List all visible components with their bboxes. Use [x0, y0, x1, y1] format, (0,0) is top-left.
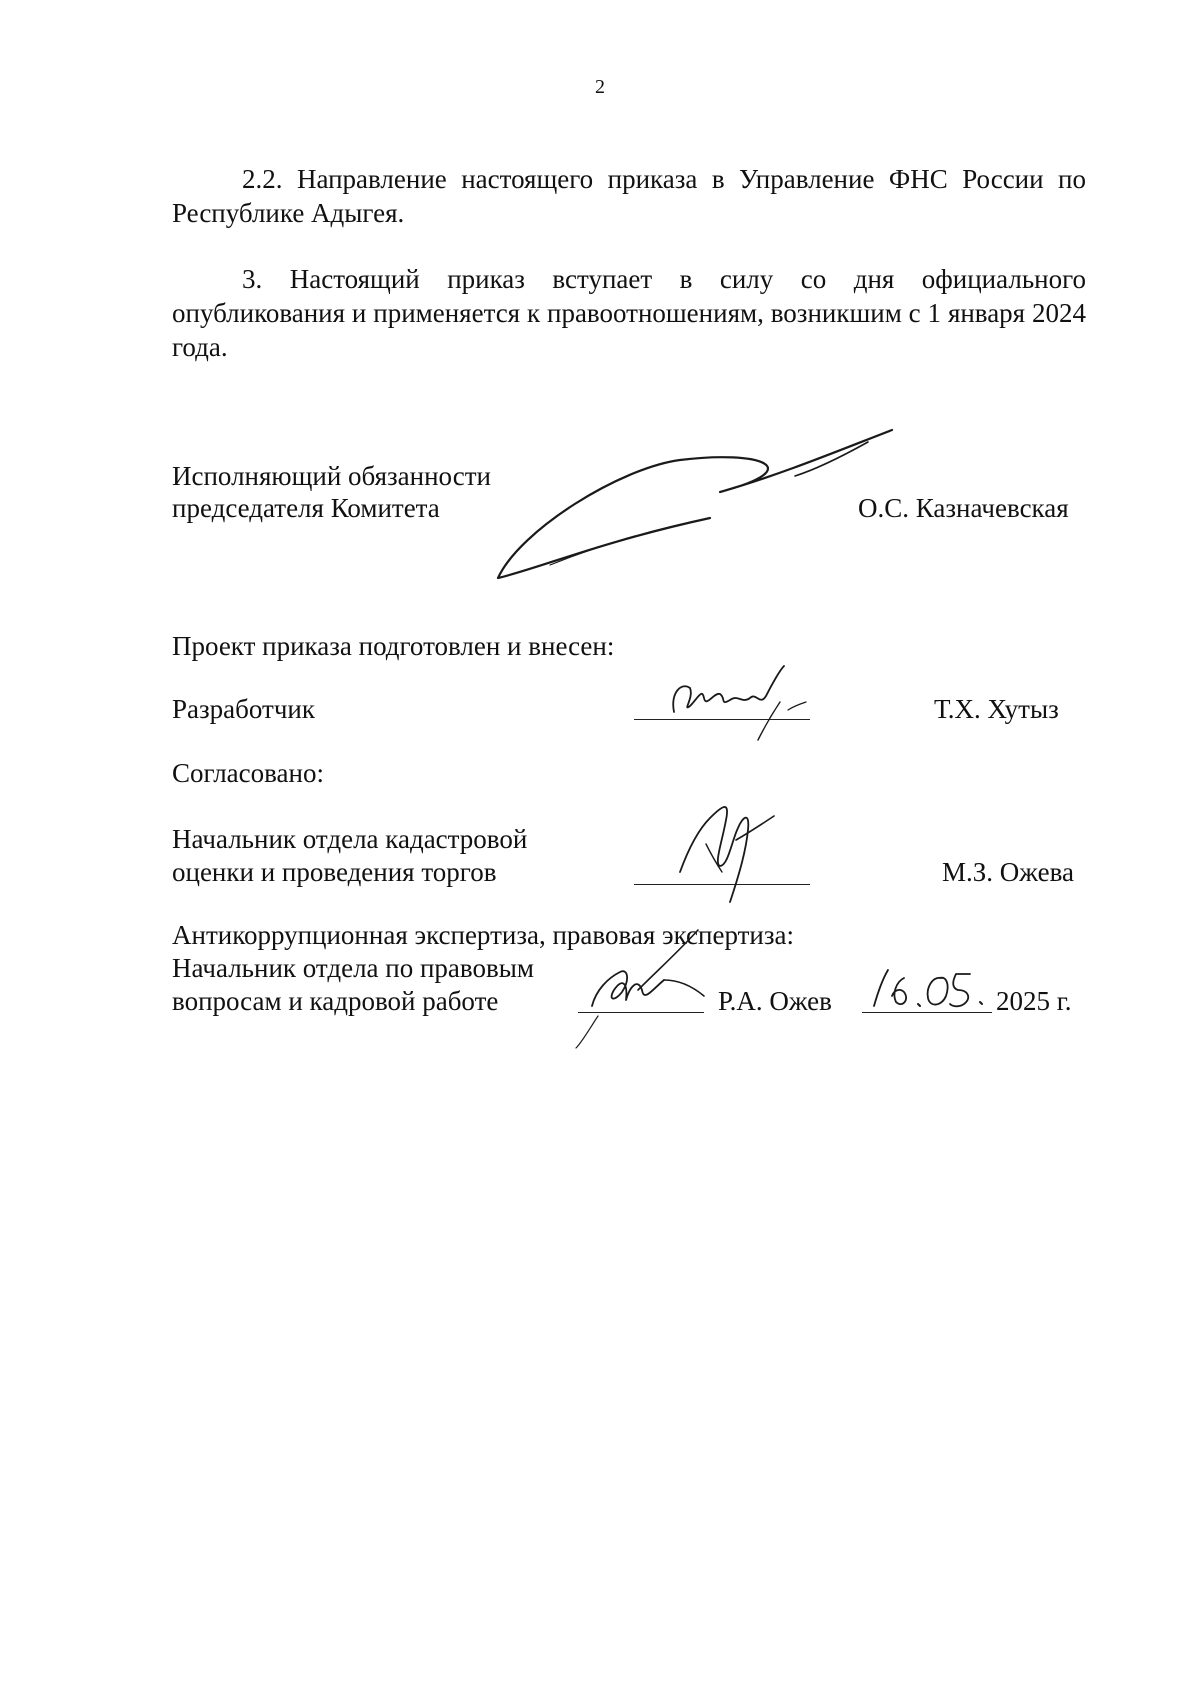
agreed-label: Согласовано:: [172, 758, 324, 788]
developer-signature: [660, 662, 820, 742]
expertise-heading: Антикоррупционная экспертиза, правовая экспертиза:: [172, 920, 795, 950]
cadastral-head-position-line2: оценки и проведения торгов: [172, 857, 497, 887]
expertise-year: 2025 г.: [996, 986, 1072, 1016]
expertise-position-line2: вопросам и кадровой работе: [172, 986, 499, 1016]
expertise-handwritten-date: [860, 960, 1000, 1020]
signatory-position-line2: председателя Комитета: [172, 493, 440, 523]
expertise-name: Р.А. Ожев: [718, 986, 832, 1016]
cadastral-head-position-line1: Начальник отдела кадастровой: [172, 824, 528, 854]
signatory-position-line1: Исполняющий обязанности: [172, 461, 491, 491]
expertise-position-line1: Начальник отдела по правовым: [172, 953, 534, 983]
page-number: 2: [595, 76, 605, 98]
developer-role: Разработчик: [172, 694, 315, 724]
signatory-signature: [480, 420, 900, 580]
cadastral-head-name: М.З. Ожева: [942, 857, 1074, 887]
project-note: Проект приказа подготовлен и внесен:: [172, 631, 615, 661]
expertise-signature: [568, 920, 738, 1050]
clause-2-2: 2.2. Направление настоящего приказа в Управление ФНС России по Республике Адыгея.: [172, 164, 1086, 228]
clause-3: 3. Настоящий приказ вступает в силу со дня официального опубликования и применяется к правоотношениям, возникшим с 1 января 2024 года.: [172, 264, 1086, 362]
cadastral-head-signature: [670, 780, 790, 910]
developer-name: Т.Х. Хутыз: [934, 694, 1059, 724]
signatory-name: О.С. Казначевская: [858, 493, 1069, 523]
